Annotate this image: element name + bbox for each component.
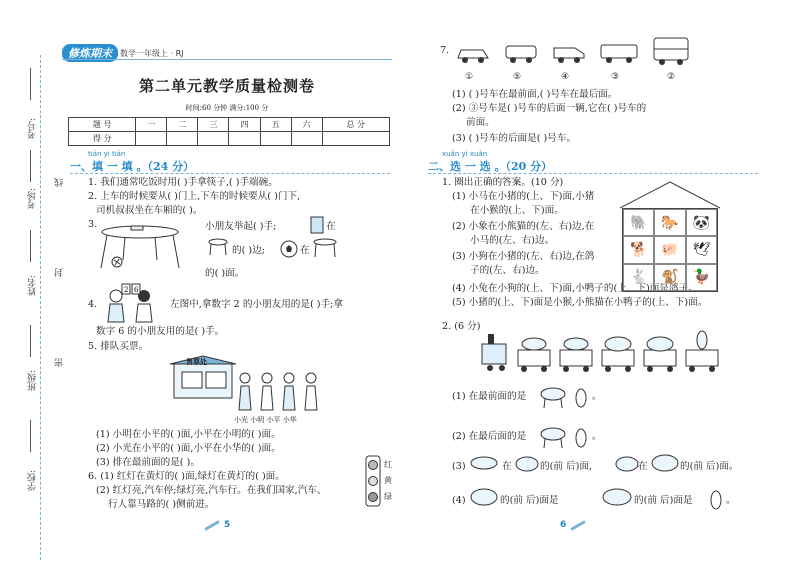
van-icon	[503, 42, 539, 64]
subquestion-2-3-in: 在	[502, 461, 512, 472]
subquestion-1-3-line1: (3) 小狗在小猪的(左、右)边,在鸽	[452, 251, 595, 262]
subquestion-1-2-line2: 小马的(左、右)边。	[470, 235, 555, 246]
page-number-6: 6	[560, 520, 567, 530]
section1-rule	[70, 173, 390, 174]
section2-rule	[428, 173, 758, 174]
score-cell: 五	[260, 118, 291, 132]
vehicle-number: ②	[667, 72, 676, 82]
rabbit-icon: 🐇	[623, 264, 654, 291]
score-cell: 一	[136, 118, 167, 132]
question-4-line2: 数字 6 的小朋友用的是( )手。	[96, 326, 225, 337]
car-icon	[455, 42, 491, 64]
period: 。	[592, 431, 602, 442]
duck-icon: 🦆	[686, 264, 717, 291]
subquestion-2-1: (1) 在最前面的是	[452, 391, 527, 402]
table-small-icon-2	[312, 238, 338, 258]
page-title: 第二单元教学质量检测卷	[138, 77, 315, 95]
question-7-1: (1) ( )号车在最前面,( )号车在最后面。	[452, 89, 618, 100]
subquestion-1-1-line1: (1) 小马在小猪的(上、下)面,小猪	[452, 191, 595, 202]
vehicle-number: ③	[611, 72, 620, 82]
subquestion-2-4-label: (4)	[452, 495, 466, 506]
cut-line	[40, 55, 41, 560]
elephant-icon: 🐘	[623, 209, 654, 236]
question-7-3: (3) ( )号车的后面是( )号车。	[452, 133, 577, 144]
score-input[interactable]	[229, 132, 260, 146]
question-5-3: (3) 排在最前面的是( )。	[96, 457, 200, 468]
light-green-label: 绿	[384, 492, 392, 501]
gutter-label-school: 学校:	[28, 470, 38, 492]
question-5-2: (2) 小光在小平的( )面,小平在小华的( )面。	[96, 443, 281, 454]
kids-names: 小光 小明 小平 小华	[234, 416, 297, 424]
vehicle-number: ④	[561, 72, 570, 82]
score-table	[68, 117, 390, 146]
subquestion-2-3-choice1: 的(前 后)面,	[540, 461, 592, 472]
question-1: 1. 我们通常吃饭时用( )手拿筷子,( )手端碗。	[88, 177, 278, 188]
rabbit-icon-2	[708, 484, 724, 510]
score-input[interactable]	[260, 132, 291, 146]
brand-subtitle: 数学一年级上 · RJ	[120, 48, 184, 58]
score-cell: 总 分	[322, 118, 389, 132]
exam-meta: 时间:60 分钟 满分:100 分	[185, 104, 269, 112]
subquestion-2-4-choice1: 的(前 后)面是	[500, 495, 559, 506]
section2-pinyin: xuǎn yi xuǎn	[442, 150, 488, 158]
score-value-row	[69, 132, 390, 146]
question-4-line1: 左图中,拿数字 2 的小朋友用的是( )手;拿	[170, 299, 343, 310]
question-6-2-line2: 行人靠马路的( )侧前进。	[108, 499, 215, 510]
score-cell: 四	[229, 118, 260, 132]
bus-icon	[599, 42, 639, 64]
cut-mark-line: 线	[55, 178, 65, 187]
cut-mark-secret: 密	[55, 358, 65, 367]
question-6-2-line1: (2) 红灯亮,汽车停;绿灯亮,汽车行。在我们国家,汽车、	[96, 485, 327, 496]
question-7-2-line2: 前面。	[466, 117, 495, 128]
minivan-icon	[551, 42, 587, 64]
gutter-label-room: 考场:	[28, 188, 38, 210]
table-ball-picture	[95, 220, 185, 270]
section2-heading: 二、选 一 选 。（20 分）	[428, 160, 553, 173]
class-blank[interactable]	[30, 325, 31, 357]
monkey-icon: 🐒	[654, 264, 685, 291]
gutter-label-class: 班级:	[28, 370, 38, 392]
subquestion-1-5: (5) 小猪的(上、下)面是小猴,小熊猫在小鸭子的(上、下)面。	[452, 297, 708, 308]
vehicle-number: ①	[465, 72, 474, 82]
question-7-number: 7.	[440, 45, 450, 56]
question-3-in1: 在	[326, 221, 336, 232]
pigeon-icon: 🕊	[686, 236, 717, 263]
question-5: 5. 排队买票。	[88, 341, 149, 352]
dog-icon: 🐕	[623, 236, 654, 263]
number-blank[interactable]	[30, 68, 31, 100]
section1-heading: 一、填 一 填 。（24 分）	[70, 160, 195, 173]
subquestion-1-2-line1: (2) 小象在小熊猫的(左、右)边,在	[452, 221, 595, 232]
question-3-in2: 在	[300, 245, 310, 256]
double-decker-icon	[651, 36, 691, 66]
subquestion-2-3-in2: 在	[638, 461, 648, 472]
subquestion-1-3-line2: 子的(左、右)边。	[470, 265, 545, 276]
panda-icon: 🐼	[686, 209, 717, 236]
vehicles-row	[455, 42, 705, 86]
soccer-ball-icon	[280, 240, 298, 258]
pig-icon: 🐖	[654, 236, 685, 263]
right-page	[400, 0, 800, 585]
animal-train-picture	[480, 330, 720, 374]
light-red-label: 红	[384, 460, 392, 469]
question-2-line1: 2. 上车的时候要从( )门上,下车的时候要从( )门下,	[88, 191, 301, 202]
question-3-line3: 的( )面。	[205, 268, 245, 279]
horse-icon	[468, 454, 502, 474]
elephant-icon	[514, 454, 540, 474]
subquestion-2-3-label: (3)	[452, 461, 466, 472]
brand-logo: 修炼期末	[62, 44, 118, 62]
question-3-line2: 的( )边;	[232, 245, 265, 256]
sheep-icon-3	[600, 486, 634, 508]
room-blank[interactable]	[30, 150, 31, 182]
page-number-5: 5	[224, 520, 231, 530]
question-6-1: 6. (1) 红灯在黄灯的( )面,绿灯在黄灯的( )面。	[88, 471, 285, 482]
question-4-number: 4.	[88, 299, 98, 310]
score-input[interactable]	[291, 132, 322, 146]
score-cell: 题 号	[69, 118, 136, 132]
horse-icon: 🐎	[654, 209, 685, 236]
question-2-line2: 司机叔叔坐在车厢的( )。	[96, 205, 203, 216]
traffic-light-icon	[364, 455, 382, 510]
score-header-row	[69, 118, 390, 132]
subquestion-1-1-line2: 在小猴的(上、下)面。	[470, 205, 564, 216]
score-input[interactable]	[136, 132, 167, 146]
header-rule	[62, 59, 392, 60]
subquestion-1: 1. 圈出正确的答案。(10 分)	[442, 177, 564, 188]
subquestion-2: 2. (6 分)	[442, 321, 481, 332]
score-cell: 二	[167, 118, 198, 132]
sheep-icon	[650, 452, 680, 474]
period: 。	[726, 495, 736, 506]
score-cell: 得 分	[69, 132, 136, 146]
question-3-number: 3.	[88, 219, 98, 230]
gutter-label-name: 姓名:	[28, 275, 38, 297]
score-cell: 六	[291, 118, 322, 132]
subquestion-2-4-choice2: 的(前 后)面是	[634, 495, 693, 506]
light-yellow-label: 黄	[384, 476, 392, 485]
name-blank[interactable]	[30, 230, 31, 262]
book-icon	[310, 216, 324, 234]
svg-text:6: 6	[134, 286, 139, 294]
ticket-booth-sign: 售票处	[186, 357, 207, 366]
subquestion-1-4: (4) 小兔在小狗的(上、下)面,小鸭子的(上、下)面是鸽子。	[452, 283, 698, 294]
sheep-icon-2	[468, 486, 500, 508]
section1-pinyin: tián yi tián	[88, 150, 126, 158]
cut-mark-seal: 封	[55, 268, 65, 277]
gutter-label-number: 考号:	[28, 118, 38, 140]
svg-text:2: 2	[124, 286, 129, 294]
kids-cards-picture	[98, 282, 164, 324]
page-number-right	[560, 520, 590, 530]
school-blank[interactable]	[30, 420, 31, 452]
subquestion-2-3-choice2: 的(前 后)面。	[680, 461, 739, 472]
horse-and-rabbit-icon-2	[535, 420, 591, 450]
elephant-icon-2	[614, 454, 640, 474]
vehicle-number: ⑤	[513, 72, 522, 82]
binding-gutter	[0, 0, 65, 585]
score-input[interactable]	[167, 132, 198, 146]
horse-and-rabbit-icon	[535, 380, 591, 410]
score-input[interactable]	[198, 132, 229, 146]
question-5-1: (1) 小明在小平的( )面,小平在小明的( )面。	[96, 429, 281, 440]
animal-grid	[622, 208, 718, 292]
score-input[interactable]	[322, 132, 389, 146]
period: 。	[592, 391, 602, 402]
house-roof	[618, 180, 722, 210]
question-7-2-line1: (2) ③号车是( )号车的后面一辆,它在( )号车的	[452, 103, 647, 114]
page-number-left	[200, 520, 230, 530]
score-cell: 三	[198, 118, 229, 132]
subquestion-2-2: (2) 在最后面的是	[452, 431, 527, 442]
question-3-line1: 小朋友举起( )手;	[205, 221, 277, 232]
queue-kids-picture	[235, 370, 325, 415]
table-small-icon	[207, 238, 229, 256]
